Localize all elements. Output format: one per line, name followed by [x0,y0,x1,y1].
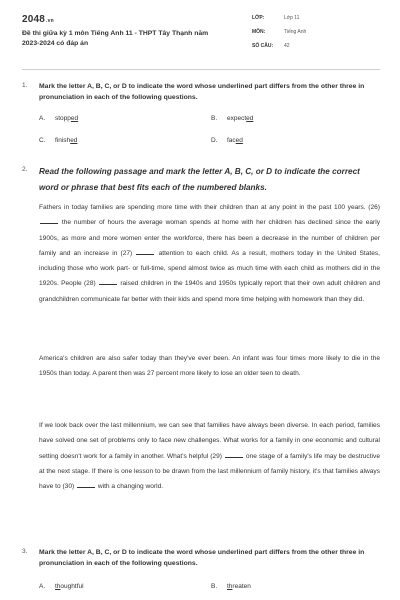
option-d[interactable] [211,137,243,144]
exam-meta [252,15,372,57]
passage-text: the number of hours the average woman spends at home with her children has declined since the early 1900s, as more and more women enter the workforce, there has been a decrease in the number of children per family and an increase in (27) [39,219,380,257]
option-underlined: th [55,583,61,590]
meta-label: MÔN: [252,29,266,35]
blank-27[interactable] [136,249,154,255]
question-3 [22,548,380,569]
question-number: 2. [22,166,28,173]
passage-paragraph-3 [39,418,380,494]
option-letter: A. [39,583,46,590]
meta-subject [252,29,372,43]
passage-text: one stage of a family's life may be destructive at the next stage. If there is one lesson to be drawn from the last millennium of family history, it's that families always have to (30) [39,452,380,491]
option-a[interactable] [39,115,78,122]
meta-class [252,15,372,29]
blank-29[interactable] [225,452,243,458]
option-underlined: ed [70,115,79,122]
option-c[interactable] [39,137,77,144]
meta-value: Tiếng Anh [284,29,307,35]
blank-30[interactable] [77,482,95,488]
passage-text: with a changing world. [96,483,164,491]
option-underlined: ed [70,137,78,144]
document-title [22,29,237,49]
blank-26[interactable] [40,218,58,224]
option-text: reaten [232,583,251,590]
passage-paragraph-1 [39,200,380,307]
passage-text: If we look back over the last millennium, we can see that families have always been diverse. In each period, families have solved one set of problems only to face new challenges. What works for a family in one economic and cultural setting doesn't work for a family in another. What's helpful (29) [39,422,380,460]
option-underlined: th [227,583,233,590]
site-logo[interactable] [22,14,54,25]
option-text: expect [227,115,247,122]
passage-text: raised children in the 1940s and 1950s typically report that their own adult children and grandchildren communicate far better with their kids and spend more time helping with homework than they did. [39,280,380,303]
option-text: stopp [55,115,71,122]
question-number: 1. [22,82,28,89]
option-letter: C. [39,137,46,144]
question-number: 3. [22,548,28,555]
passage-paragraph-2: America's children are also safer today than they've ever been. An infant was four times more likely to die in the 1950s than today. A parent then was 27 percent more likely to lose an older teen to death. [39,355,380,378]
passage-text: Fathers in today families are spending more time with their children than at any point in the past 100 years. (26) [39,204,380,211]
option-b[interactable] [211,583,251,590]
title-line-1: Đề thi giữa kỳ 1 môn Tiếng Anh 11 - THPT Tây Thạnh năm [22,30,209,37]
option-underlined: ed [235,137,243,144]
option-letter: D. [211,137,218,144]
meta-question-count [252,43,372,57]
meta-value: 42 [284,43,290,49]
title-line-2: 2023-2024 có đáp án [22,40,89,47]
logo-suffix: .vn [46,18,54,24]
question-instruction: Mark the letter A, B, C, or D to indicate the word whose underlined part differs from the other three in pronunciation in each of the following questions. [39,83,365,101]
header-divider [22,69,380,70]
option-b[interactable] [211,115,253,122]
meta-value: Lớp 11 [284,15,300,21]
question-1 [22,82,380,103]
question-2 [22,164,380,195]
option-letter: B. [211,115,218,122]
option-text: oughtful [60,583,84,590]
meta-label: LỚP: [252,15,265,21]
option-letter: B. [211,583,218,590]
logo-main: 2048 [22,14,46,25]
meta-label: SỐ CÂU: [252,43,274,49]
option-text: fac [227,137,236,144]
option-letter: A. [39,115,46,122]
page-header [0,0,400,62]
question-instruction: Read the following passage and mark the letter A, B, C, or D to indicate the correct word or phrase that best fits each of the numbered blanks. [39,167,360,192]
blank-28[interactable] [99,279,117,285]
passage-text: attention to each child. As a result, mothers today in the United States, including those who work part- or full-time, spend almost twice as much time with each child as mothers did in the 1920s. People (28) [39,249,380,288]
option-a[interactable] [39,583,84,590]
option-underlined: ed [246,115,254,122]
question-instruction: Mark the letter A, B, C, or D to indicate the word whose underlined part differs from the other three in pronunciation in each of the following questions. [39,549,365,567]
option-text: finish [55,137,71,144]
